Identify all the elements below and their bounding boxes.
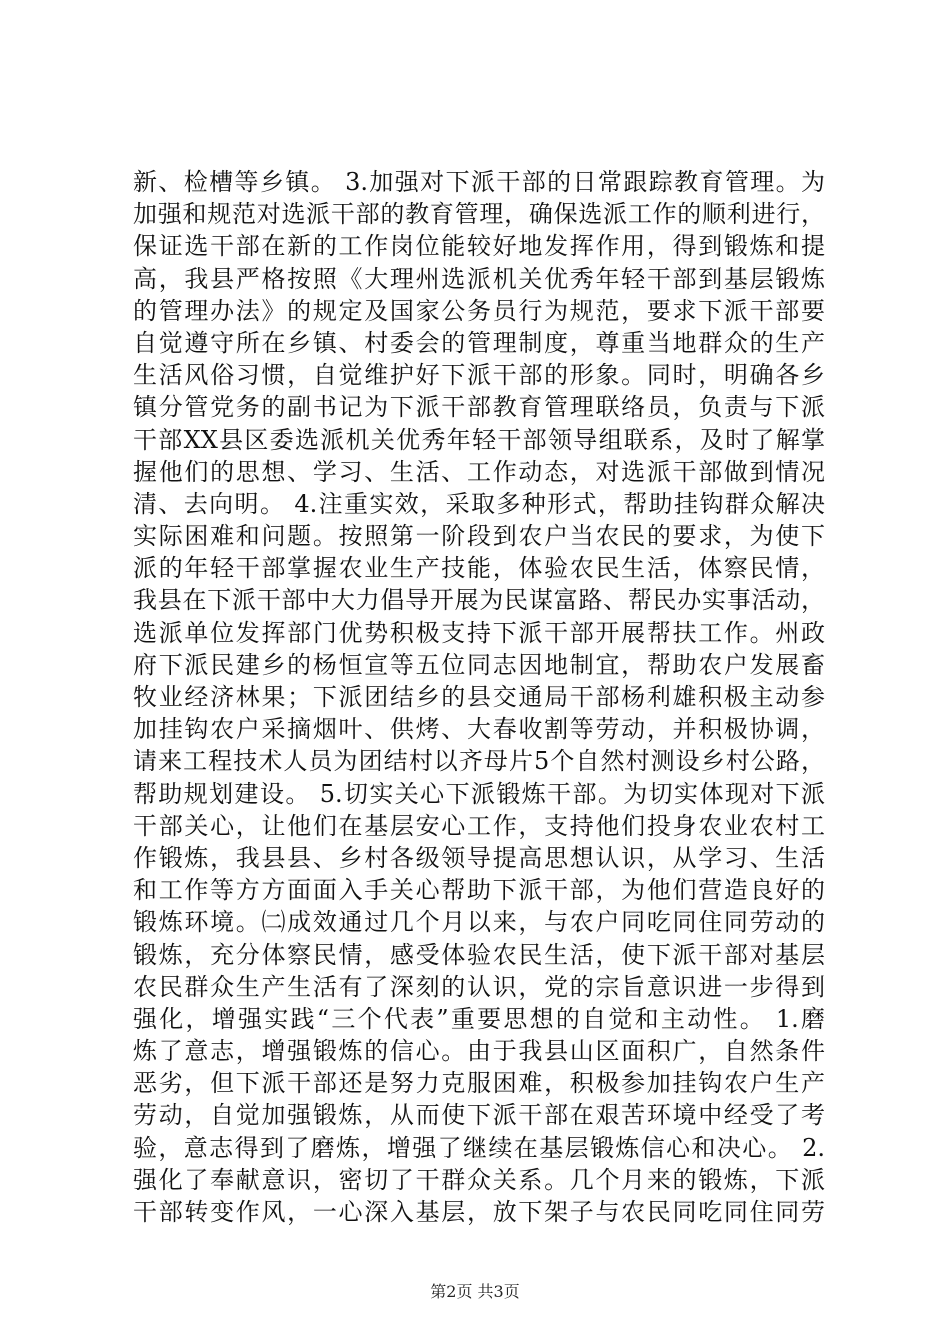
page-footer [0,1279,950,1302]
text-line-4: 高，我县严格按照《大理州选派机关优秀年轻干部到基层锻炼 [133,264,825,293]
text-line-23: 和工作等方方面面入手关心帮助下派干部，为他们营造良好的 [133,876,825,905]
text-line-7: 生活风俗习惯，自觉维护好下派干部的形象。同时，明确各乡 [133,361,825,390]
text-line-17: 牧业经济林果；下派团结乡的县交通局干部杨利雄积极主动参 [133,683,825,711]
text-line-3: 保证选干部在新的工作岗位能较好地发挥作用，得到锻炼和提 [133,232,825,261]
text-line-1: 新、检槽等乡镇。 3.加强对下派干部的日常跟踪教育管理。为 [133,168,825,196]
text-line-28: 炼了意志，增强锻炼的信心。由于我县山区面积广，自然条件 [133,1037,825,1066]
text-line-31: 验，意志得到了磨炼，增强了继续在基层锻炼信心和决心。 2. [133,1133,825,1162]
text-line-27: 强化，增强实践“三个代表”重要思想的自觉和主动性。 1.磨 [133,1004,825,1033]
text-line-21: 干部关心，让他们在基层安心工作，支持他们投身农业农村工 [133,811,825,840]
text-line-26: 农民群众生产生活有了深刻的认识，党的宗旨意识进一步得到 [133,972,825,1001]
text-line-2: 加强和规范对选派干部的教育管理，确保选派工作的顺利进行， [133,200,825,229]
text-line-33: 干部转变作风，一心深入基层，放下架子与农民同吃同住同劳 [133,1198,825,1226]
text-line-12: 实际困难和问题。按照第一阶段到农户当农民的要求，为使下 [133,522,825,551]
text-line-19: 请来工程技术人员为团结村以齐母片5个自然村测设乡村公路， [133,747,825,776]
text-line-30: 劳动，自觉加强锻炼，从而使下派干部在艰苦环境中经受了考 [133,1101,825,1130]
text-line-22: 作锻炼，我县县、乡村各级领导提高思想认识，从学习、生活 [133,843,825,872]
text-line-9: 干部XX县区委选派机关优秀年轻干部领导组联系，及时了解掌 [133,425,825,454]
text-line-16: 府下派民建乡的杨恒宣等五位同志因地制宜，帮助农户发展畜 [133,650,825,679]
text-line-5: 的管理办法》的规定及国家公务员行为规范，要求下派干部要 [133,296,825,325]
text-line-8: 镇分管党务的副书记为下派干部教育管理联络员，负责与下派 [133,393,825,422]
text-line-24: 锻炼环境。㈡成效通过几个月以来，与农户同吃同住同劳动的 [133,908,825,937]
text-line-18: 加挂钩农户采摘烟叶、供烤、大春收割等劳动，并积极协调， [133,715,825,744]
text-line-6: 自觉遵守所在乡镇、村委会的管理制度，尊重当地群众的生产 [133,328,825,357]
text-line-25: 锻炼，充分体察民情，感受体验农民生活，使下派干部对基层 [133,940,825,969]
text-line-13: 派的年轻干部掌握农业生产技能，体验农民生活，体察民情， [133,554,825,583]
page-number-label: 第2页 共3页 [430,1282,520,1301]
text-line-29: 恶劣，但下派干部还是努力克服困难，积极参加挂钩农户生产 [133,1069,825,1098]
body-text [133,166,825,1228]
text-line-10: 握他们的思想、学习、生活、工作动态，对选派干部做到情况 [133,457,825,486]
text-line-14: 我县在下派干部中大力倡导开展为民谋富路、帮民办实事活动， [133,586,825,615]
text-line-20: 帮助规划建设。 5.切实关心下派锻炼干部。为切实体现对下派 [133,779,825,808]
text-line-32: 强化了奉献意识，密切了干群众关系。几个月来的锻炼，下派 [133,1165,825,1194]
text-line-11: 清、去向明。 4.注重实效，采取多种形式，帮助挂钩群众解决 [133,489,825,518]
text-line-15: 选派单位发挥部门优势积极支持下派干部开展帮扶工作。州政 [133,618,825,647]
